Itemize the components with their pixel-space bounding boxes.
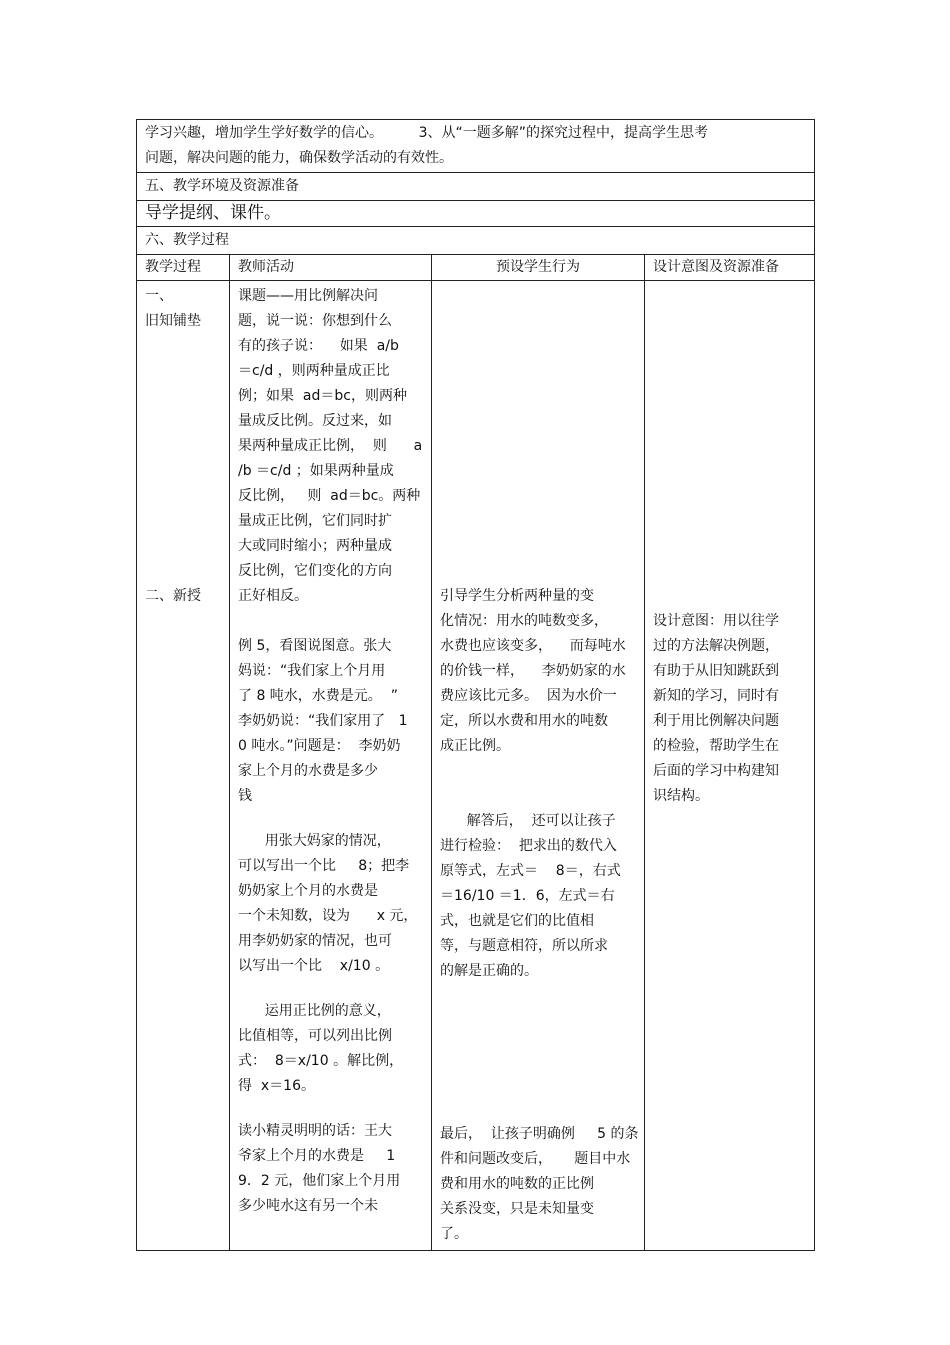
teacher-line: 奶奶家上个月的水费是: [238, 883, 378, 899]
student-line: ＝16/10 ＝1．6，左式＝右: [440, 888, 615, 904]
student-line: 等，与题意相符，所以所求: [440, 938, 608, 954]
process-line: 旧知铺垫: [145, 313, 201, 329]
teacher-line: 得 x＝16。: [238, 1078, 315, 1094]
design-line: 识结构。: [653, 788, 709, 804]
student-line: 费和用水的吨数的正比例: [440, 1176, 594, 1192]
student-line: 的价钱一样， 李奶奶家的水: [440, 663, 626, 679]
intro-line: 学习兴趣，增加学生学好数学的信心。 3、从“一题多解”的探究过程中，提高学生思考: [145, 125, 709, 141]
resources-row: [137, 201, 815, 227]
student-line: 最后， 让孩子明确例 5 的条: [440, 1126, 639, 1142]
teacher-line: 多少吨水这有另一个未: [238, 1198, 378, 1214]
teacher-line: 读小精灵明明的话：王大: [238, 1123, 392, 1139]
design-line: 新知的学习，同时有: [653, 688, 779, 704]
resources-text: 导学提纲、课件。: [137, 201, 815, 227]
teacher-line: 0 吨水。”问题是： 李奶奶: [238, 738, 401, 754]
teacher-line: 题，说一说：你想到什么: [238, 313, 392, 329]
teacher-line: 大或同时缩小；两种量成: [238, 538, 392, 554]
design-line: 过的方法解决例题，: [653, 638, 779, 654]
design-cell: [645, 281, 815, 1251]
process-line: 一、: [145, 288, 173, 304]
teacher-line: /b ＝c/d ；如果两种量成: [238, 463, 394, 479]
student-cell: [432, 281, 645, 1251]
header-student: 预设学生行为: [432, 255, 645, 281]
student-line: 原等式，左式＝ 8＝，右式: [440, 863, 621, 879]
teacher-line: 9．2 元，他们家上个月用: [238, 1173, 401, 1189]
teacher-line: 可以写出一个比 8；把李: [238, 858, 410, 874]
section6-row: [137, 227, 815, 255]
teacher-line: 例；如果 ad＝bc，则两种: [238, 388, 407, 404]
teacher-line: 了 8 吨水，水费是元。 ”: [238, 688, 398, 704]
teacher-line: 爷家上个月的水费是 1: [238, 1148, 396, 1164]
teacher-line: 以写出一个比 x/10 。: [238, 958, 390, 974]
teacher-line: 课题——用比例解决问: [238, 288, 378, 304]
teacher-line: 用李奶奶家的情况，也可: [238, 933, 392, 949]
teacher-line: 式： 8＝x/10 。解比例，: [238, 1053, 404, 1069]
teacher-line: 量成反比例。反过来，如: [238, 413, 392, 429]
teacher-line: 例 5，看图说图意。张大: [238, 638, 392, 654]
teacher-line: 反比例，它们变化的方向: [238, 563, 392, 579]
teacher-line: 家上个月的水费是多少: [238, 763, 378, 779]
header-row: [137, 255, 815, 281]
student-line: 水费也应该变多， 而每吨水: [440, 638, 626, 654]
teacher-line: 用张大妈家的情况，: [238, 833, 391, 849]
student-line: 引导学生分析两种量的变: [440, 588, 594, 604]
teacher-line: 反比例， 则 ad＝bc。两种: [238, 488, 421, 504]
teacher-line: 妈说：“我们家上个月用: [238, 663, 386, 679]
design-line: 设计意图：用以往学: [653, 613, 779, 629]
teacher-cell: [230, 281, 432, 1251]
teacher-line: 一个未知数，设为 x 元，: [238, 908, 418, 924]
process-cell: [137, 281, 230, 1251]
intro-line: 问题，解决问题的能力，确保数学活动的有效性。: [145, 150, 453, 166]
teacher-line: 运用正比例的意义，: [238, 1003, 391, 1019]
teacher-line: ＝c/d ，则两种量成正比: [238, 363, 390, 379]
teacher-line: 李奶奶说：“我们家用了 1: [238, 713, 408, 729]
student-line: 式，也就是它们的比值相: [440, 913, 594, 929]
header-process: 教学过程: [137, 255, 230, 281]
design-line: 后面的学习中构建知: [653, 763, 779, 779]
teacher-line: 比值相等，可以列出比例: [238, 1028, 392, 1044]
section6-title: 六、教学过程: [137, 227, 815, 255]
teacher-line: 量成正比例，它们同时扩: [238, 513, 392, 529]
teacher-line: 钱: [238, 788, 252, 804]
design-line: 利于用比例解决问题: [653, 713, 779, 729]
process-row: [137, 281, 815, 1251]
header-design: 设计意图及资源准备: [645, 255, 815, 281]
section5-title: 五、教学环境及资源准备: [137, 173, 815, 201]
student-line: 件和问题改变后， 题目中水: [440, 1151, 631, 1167]
student-line: 了。: [440, 1226, 468, 1242]
intro-row: [137, 120, 815, 173]
student-line: 的解是正确的。: [440, 963, 538, 979]
teacher-line: 正好相反。: [238, 588, 308, 604]
intro-cell: [137, 120, 815, 173]
design-line: 的检验，帮助学生在: [653, 738, 779, 754]
student-line: 费应该比元多。 因为水价一: [440, 688, 617, 704]
header-teacher: 教师活动: [230, 255, 432, 281]
student-line: 定，所以水费和用水的吨数: [440, 713, 608, 729]
teacher-line: 有的孩子说： 如果 a/b: [238, 338, 399, 354]
student-line: 进行检验： 把求出的数代入: [440, 838, 617, 854]
student-line: 化情况：用水的吨数变多，: [440, 613, 608, 629]
teacher-line: 果两种量成正比例， 则 a: [238, 438, 423, 454]
student-line: 关系没变，只是未知量变: [440, 1201, 594, 1217]
design-line: 有助于从旧知跳跃到: [653, 663, 779, 679]
process-line: 二、新授: [145, 588, 201, 604]
student-line: 成正比例。: [440, 738, 510, 754]
lesson-plan-table: [136, 119, 815, 1251]
student-line: 解答后， 还可以让孩子: [440, 813, 616, 829]
section5-row: [137, 173, 815, 201]
